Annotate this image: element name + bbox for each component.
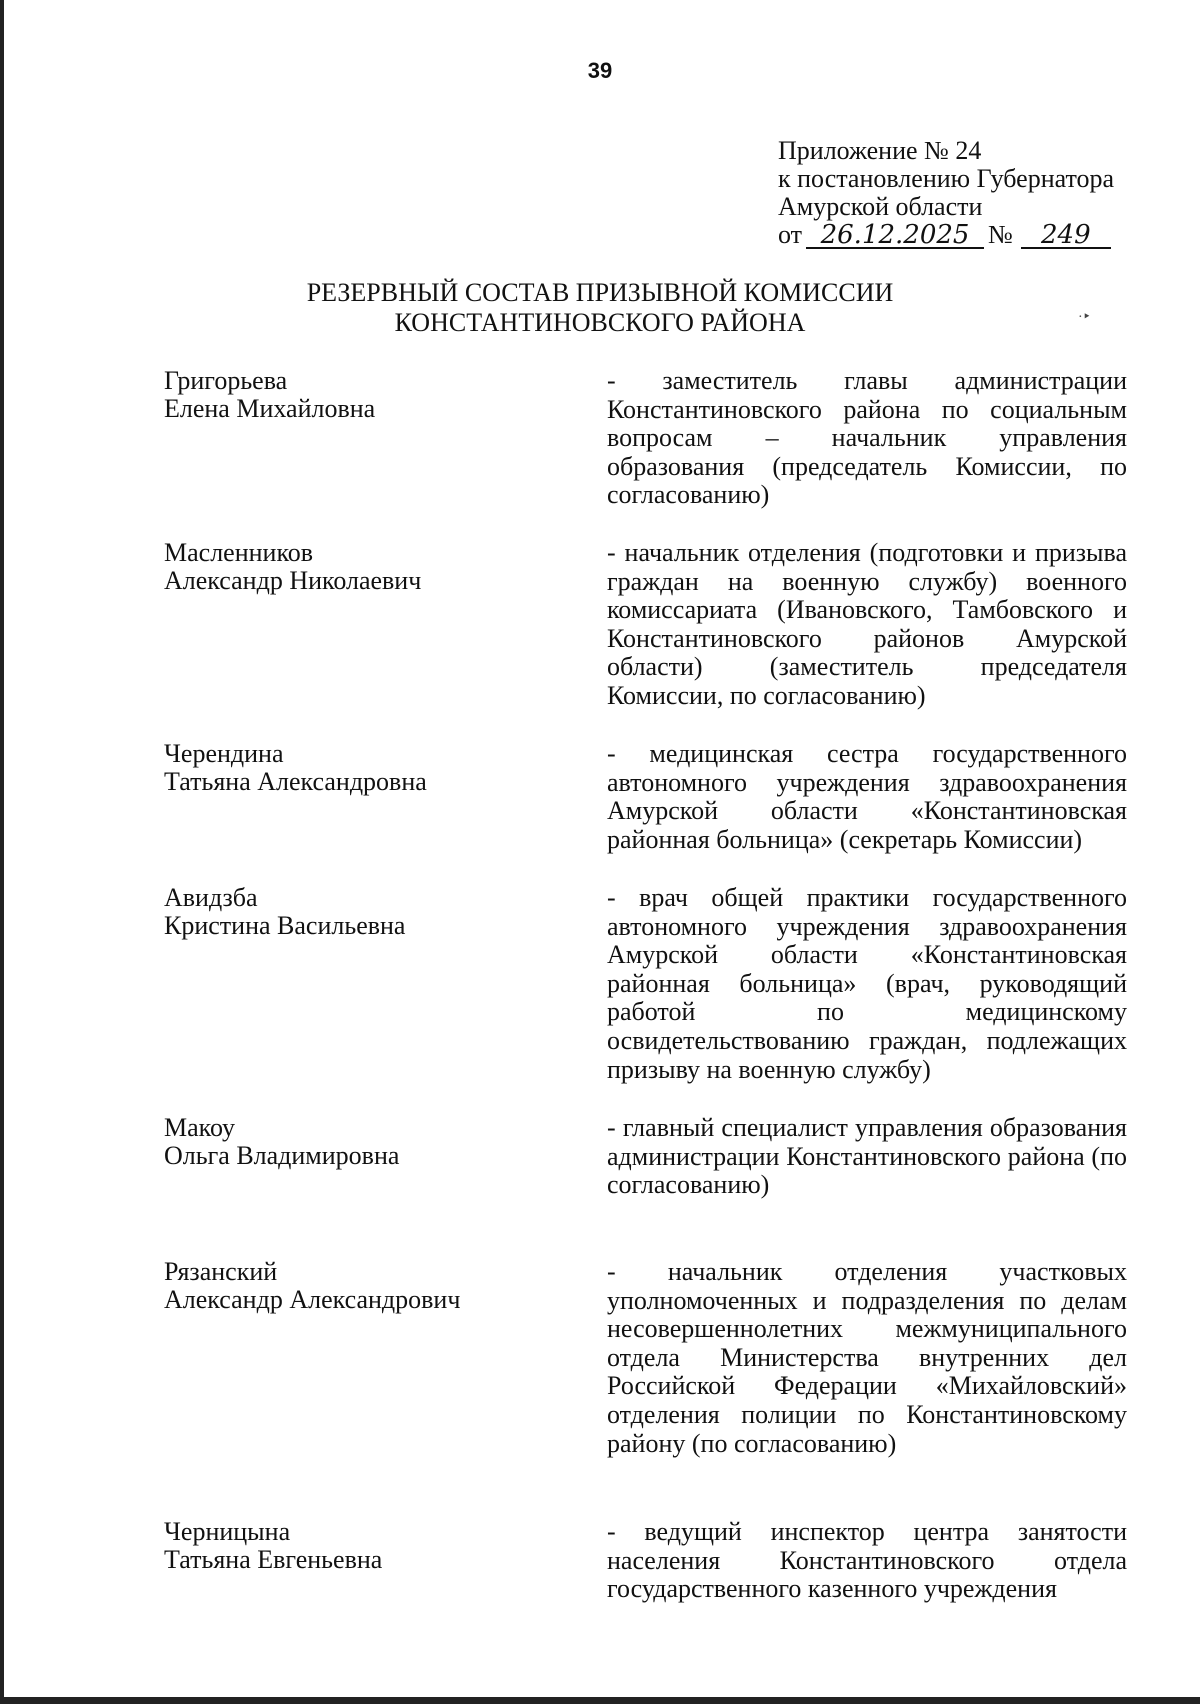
- member-position: - заместитель главы администрации Константиновского района по социальным вопросам – начальник управления образования (председатель Комиссии, по согласованию): [607, 366, 1127, 510]
- handwritten-date: 26.12.2025: [806, 223, 984, 249]
- scan-edge-bottom: [0, 1697, 1200, 1704]
- member-name: [164, 539, 564, 595]
- member-surname: Черендина: [164, 739, 284, 768]
- member-surname: Григорьева: [164, 366, 288, 395]
- member-given-names: Татьяна Александровна: [164, 767, 427, 796]
- document-title: [0, 278, 1200, 338]
- scan-edge-left: [0, 0, 4, 1704]
- member-name: [164, 884, 564, 940]
- member-name: [164, 1258, 564, 1314]
- appendix-block: [778, 137, 1114, 249]
- title-line-2: КОНСТАНТИНОВСКОГО РАЙОНА: [394, 308, 806, 337]
- member-surname: Авидзба: [164, 883, 258, 912]
- member-given-names: Ольга Владимировна: [164, 1141, 400, 1170]
- member-surname: Рязанский: [164, 1257, 278, 1286]
- appendix-line-1: Приложение № 24: [778, 136, 982, 165]
- member-name: [164, 740, 564, 796]
- member-name: [164, 367, 564, 423]
- member-surname: Макоу: [164, 1113, 235, 1142]
- member-given-names: Александр Александрович: [164, 1285, 461, 1314]
- member-position: - ведущий инспектор центра занятости населения Константиновского отдела государственного казенного учреждения: [607, 1517, 1127, 1604]
- title-line-1: РЕЗЕРВНЫЙ СОСТАВ ПРИЗЫВНОЙ КОМИССИИ: [306, 278, 894, 307]
- appendix-line-3: Амурской области: [778, 192, 983, 221]
- member-name: [164, 1518, 564, 1574]
- member-given-names: Александр Николаевич: [164, 566, 422, 595]
- handwritten-number: 249: [1021, 223, 1111, 249]
- member-surname: Масленников: [164, 538, 314, 567]
- appendix-date-line: [778, 221, 1114, 249]
- number-prefix: №: [988, 220, 1013, 249]
- appendix-line-2: к постановлению Губернатора: [778, 164, 1115, 193]
- page-number: 39: [587, 58, 613, 83]
- member-given-names: Кристина Васильевна: [164, 911, 406, 940]
- member-position: - врач общей практики государственного автономного учреждения здравоохранения Амурской области «Константиновская районная больница» (врач, руководящий работой по медицинскому освидетельствованию граждан, подлежащих призыву на военную службу): [607, 883, 1127, 1084]
- scan-artifact: ·‣: [1078, 310, 1091, 325]
- member-given-names: Татьяна Евгеньевна: [164, 1545, 383, 1574]
- date-prefix: от: [778, 220, 803, 249]
- member-name: [164, 1114, 564, 1170]
- member-position: - начальник отделения участковых уполномоченных и подразделения по делам несовершеннолетних межмуниципального отдела Министерства внутренних дел Российской Федерации «Михайловский» отделения полиции по Константиновскому району (по согласованию): [607, 1257, 1127, 1458]
- member-surname: Черницына: [164, 1517, 291, 1546]
- member-position: - медицинская сестра государственного автономного учреждения здравоохранения Амурской области «Константиновская районная больница» (секретарь Комиссии): [607, 739, 1127, 854]
- member-position: - начальник отделения (подготовки и призыва граждан на военную службу) военного комиссариата (Ивановского, Тамбовского и Константиновского районов Амурской области) (заместитель председателя Комиссии, по согласованию): [607, 538, 1127, 710]
- member-given-names: Елена Михайловна: [164, 394, 376, 423]
- member-position: - главный специалист управления образования администрации Константиновского района (по согласованию): [607, 1113, 1127, 1200]
